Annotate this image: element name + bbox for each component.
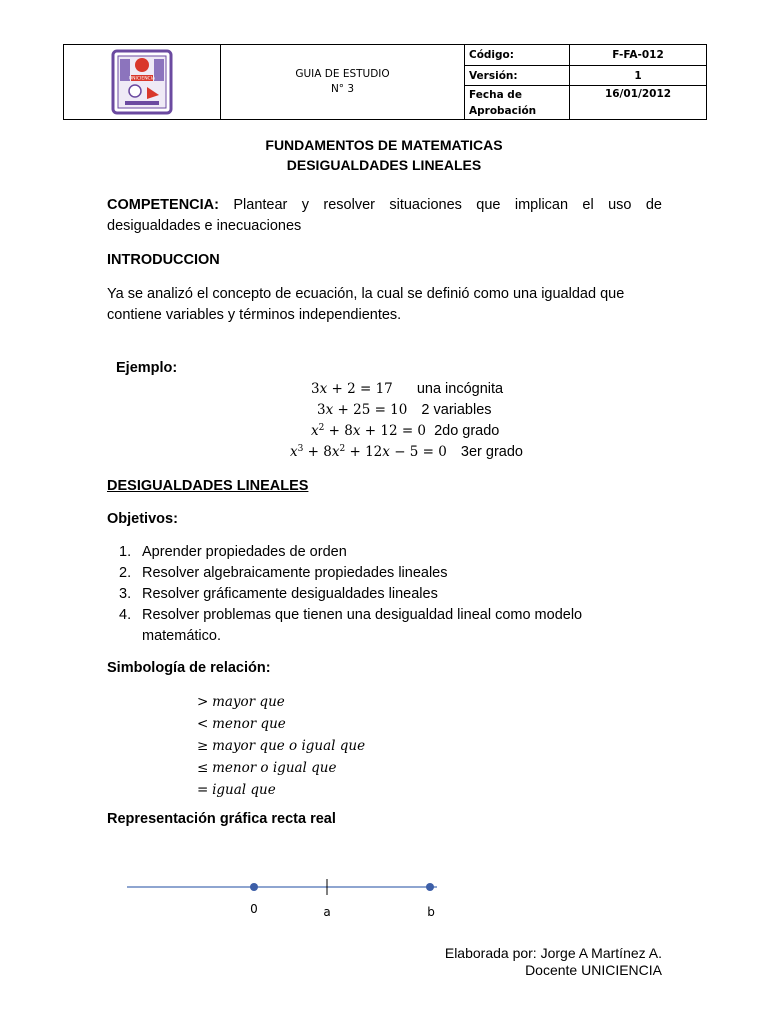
footer-author: Elaborada por: Jorge A Martínez A.	[444, 945, 662, 961]
list-item: 4. Resolver problemas que tienen una desigualdad lineal como modelo	[119, 607, 583, 623]
fecha-value: 16/01/2012	[570, 86, 707, 120]
introduccion-heading: INTRODUCCION	[107, 252, 220, 268]
simbologia-heading: Simbología de relación:	[107, 660, 271, 676]
relation-greater: > mayor que	[197, 694, 285, 710]
header-table	[63, 44, 707, 120]
footer-role: Docente UNICIENCIA	[525, 962, 662, 978]
list-item-continuation: matemático.	[142, 628, 221, 644]
list-item: 3. Resolver gráficamente desigualdades lineales	[119, 586, 438, 602]
competencia-text-2: desigualdades e inecuaciones	[107, 218, 302, 234]
equation-2: 3x + 25 = 10 2 variables	[317, 402, 492, 418]
uniciencia-logo	[107, 47, 177, 117]
guide-title-cell	[221, 45, 465, 120]
objetivos-heading: Objetivos:	[107, 511, 178, 527]
list-item: 1. Aprender propiedades de orden	[119, 544, 347, 560]
codigo-value: F-FA-012	[570, 45, 707, 66]
label-a: a	[323, 905, 331, 919]
point-zero	[250, 883, 258, 891]
guide-number: N° 3	[330, 83, 355, 95]
relation-less-equal: ≤ menor o igual que	[197, 760, 337, 776]
svg-text:UNICIENCIA: UNICIENCIA	[128, 76, 156, 82]
relation-equal: = igual que	[197, 782, 276, 798]
relation-greater-equal: ≥ mayor que o igual que	[197, 738, 366, 754]
point-b	[426, 883, 434, 891]
equation-1: 3x + 2 = 17 una incógnita	[311, 381, 504, 397]
objetivos-list	[107, 542, 687, 647]
competencia-block	[107, 195, 662, 237]
footer	[445, 945, 662, 979]
desigualdades-heading: DESIGUALDADES LINEALES	[107, 478, 309, 494]
doc-subtitle: DESIGUALDADES LINEALES	[286, 157, 482, 173]
competencia-label: COMPETENCIA:	[107, 197, 219, 213]
version-value: 1	[570, 66, 707, 86]
simbologia-list	[197, 691, 365, 801]
introduccion-text: Ya se analizó el concepto de ecuación, la cual se definió como una igualdad que contiene variables y términos independientes.	[107, 286, 625, 323]
codigo-label: Código:	[465, 45, 570, 66]
competencia-text: Plantear y resolver situaciones que implican el uso de	[233, 197, 662, 213]
representacion-heading: Representación gráfica recta real	[107, 811, 336, 827]
doc-title: FUNDAMENTOS DE MATEMATICAS	[265, 137, 503, 153]
equation-3: $x^2 + 8x + 12 = 0$ 2do grado	[311, 423, 500, 439]
relation-less: < menor que	[197, 716, 286, 732]
version-label: Versión:	[465, 66, 570, 86]
logo-cell	[64, 45, 221, 120]
label-b: b	[427, 905, 435, 919]
equation-4: $x^3 + 8x^2 + 12x - 5 = 0$ 3er grado	[290, 444, 523, 460]
label-zero: 0	[250, 902, 258, 916]
fecha-label: Fecha de Aprobación	[465, 86, 570, 120]
list-item: 2. Resolver algebraicamente propiedades lineales	[119, 565, 448, 581]
guide-title: GUIA DE ESTUDIO	[295, 68, 390, 80]
ejemplo-heading: Ejemplo:	[116, 360, 178, 376]
number-line	[0, 870, 768, 930]
